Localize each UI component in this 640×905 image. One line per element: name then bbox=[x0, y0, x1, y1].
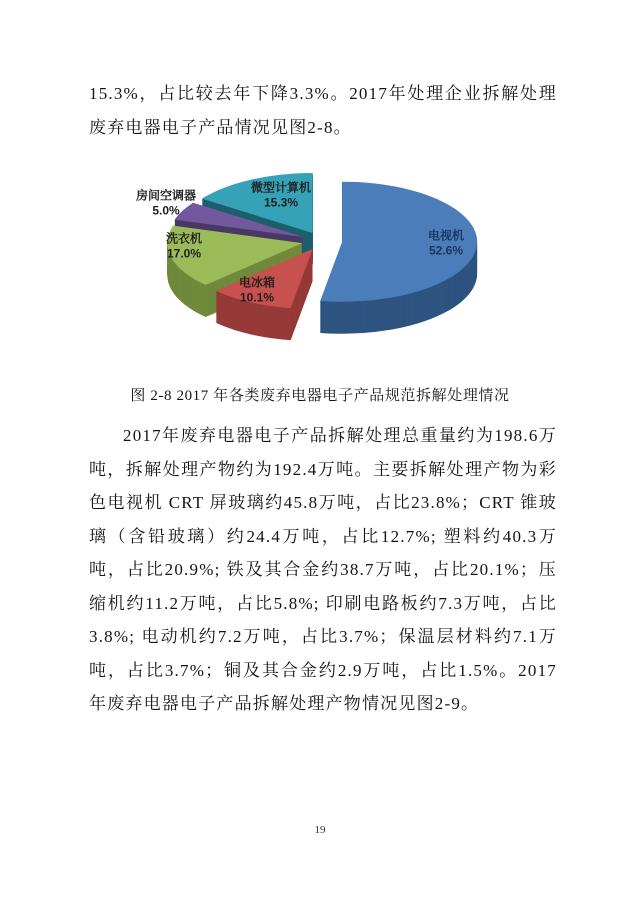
pie-slice-label-percent: 52.6% bbox=[428, 243, 464, 257]
pie-slice-label-percent: 5.0% bbox=[152, 203, 180, 217]
pie-slice-label-name: 电视机 bbox=[427, 228, 465, 243]
pie-slice-label-percent: 17.0% bbox=[166, 246, 202, 260]
figure-pie-chart bbox=[110, 158, 530, 388]
paragraph-top: 15.3%，占比较去年下降3.3%。2017年处理企业拆解处理废弃电器电子产品情况见图2-8。 bbox=[89, 84, 557, 137]
pie-slice-label-name: 洗衣机 bbox=[165, 231, 203, 246]
figure-caption: 图 2-8 2017 年各类废弃电器电子产品规范拆解处理情况 bbox=[130, 388, 510, 404]
pie-chart-svg bbox=[110, 158, 530, 388]
page-number: 19 bbox=[314, 824, 326, 836]
pie-slice-label-name: 微型计算机 bbox=[250, 180, 312, 195]
pie-slice-label-percent: 10.1% bbox=[239, 290, 275, 304]
pie-slice-label-name: 房间空调器 bbox=[135, 188, 197, 203]
paragraph-main: 2017年废弃电器电子产品拆解处理总重量约为198.6万吨，拆解处理产物约为192.4万吨。主要拆解处理产物为彩色电视机 CRT 屏玻璃约45.8万吨，占比23.8%；CRT 锥玻璃（含铅玻璃）约24.4万吨，占比12.7%; 塑料约40.3万吨，占比20.9%; 铁及其合金约38.7万吨，占比20.1%；压缩机约11.2万吨，占比5.8%; 印刷电路板约7.3万吨，占比3.8%; 电动机约7.2万吨，占比3.7%；保温层材料约7.1万吨，占比3.7%；铜及其合金约2.9万吨，占比1.5%。2017年废弃电器电子产品拆解处理产物情况见图2-9。 bbox=[89, 426, 557, 713]
pie-slice-label-name: 电冰箱 bbox=[238, 275, 276, 290]
pie-slice-label-percent: 15.3% bbox=[263, 195, 299, 209]
